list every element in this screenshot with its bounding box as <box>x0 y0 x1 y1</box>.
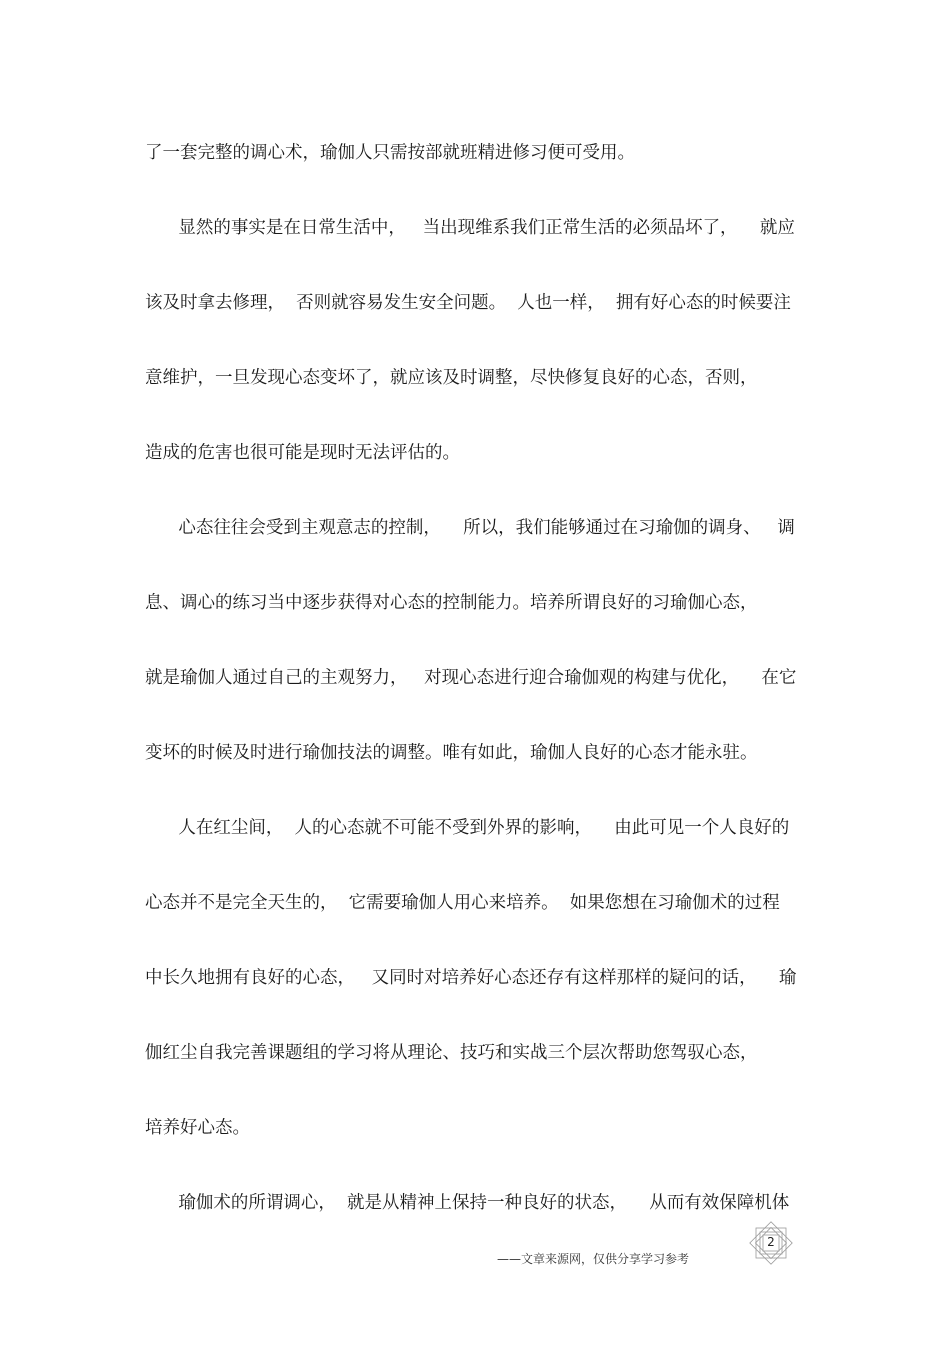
text-line: 就是瑜伽人通过自己的主观努力， 对现心态进行迎合瑜伽观的构建与优化， 在它 <box>145 668 797 688</box>
text-line: 人在红尘间， 人的心态就不可能不受到外界的影响， 由此可见一个人良好的 <box>145 818 790 838</box>
text-line: 心态往往会受到主观意志的控制， 所以，我们能够通过在习瑜伽的调身、 调 <box>145 518 795 538</box>
text-line: 意维护，一旦发现心态变坏了，就应该及时调整，尽快修复良好的心态，否则， <box>145 368 758 388</box>
text-line: 中长久地拥有良好的心态， 又同时对培养好心态还存有这样那样的疑问的话， 瑜 <box>145 968 797 988</box>
text-line: 瑜伽术的所谓调心， 就是从精神上保持一种良好的状态， 从而有效保障机体 <box>145 1193 790 1213</box>
text-line: 显然的事实是在日常生活中， 当出现维系我们正常生活的必须品坏了， 就应 <box>145 218 795 238</box>
footer-source-note: ——文章来源网，仅供分享学习参考 <box>497 1252 690 1266</box>
text-line: 心态并不是完全天生的， 它需要瑜伽人用心来培养。 如果您想在习瑜伽术的过程 <box>145 893 780 913</box>
page-number: 2 <box>767 1235 775 1249</box>
text-line: 该及时拿去修理， 否则就容易发生安全问题。 人也一样， 拥有好心态的时候要注 <box>145 293 791 313</box>
text-line: 培养好心态。 <box>145 1118 250 1138</box>
text-line: 变坏的时候及时进行瑜伽技法的调整。唯有如此，瑜伽人良好的心态才能永驻。 <box>145 743 758 763</box>
text-line: 了一套完整的调心术，瑜伽人只需按部就班精进修习便可受用。 <box>145 143 635 163</box>
text-line: 造成的危害也很可能是现时无法评估的。 <box>145 443 460 463</box>
text-line: 伽红尘自我完善课题组的学习将从理论、技巧和实战三个层次帮助您驾驭心态， <box>145 1043 758 1063</box>
text-line: 息、调心的练习当中逐步获得对心态的控制能力。培养所谓良好的习瑜伽心态， <box>145 593 758 613</box>
